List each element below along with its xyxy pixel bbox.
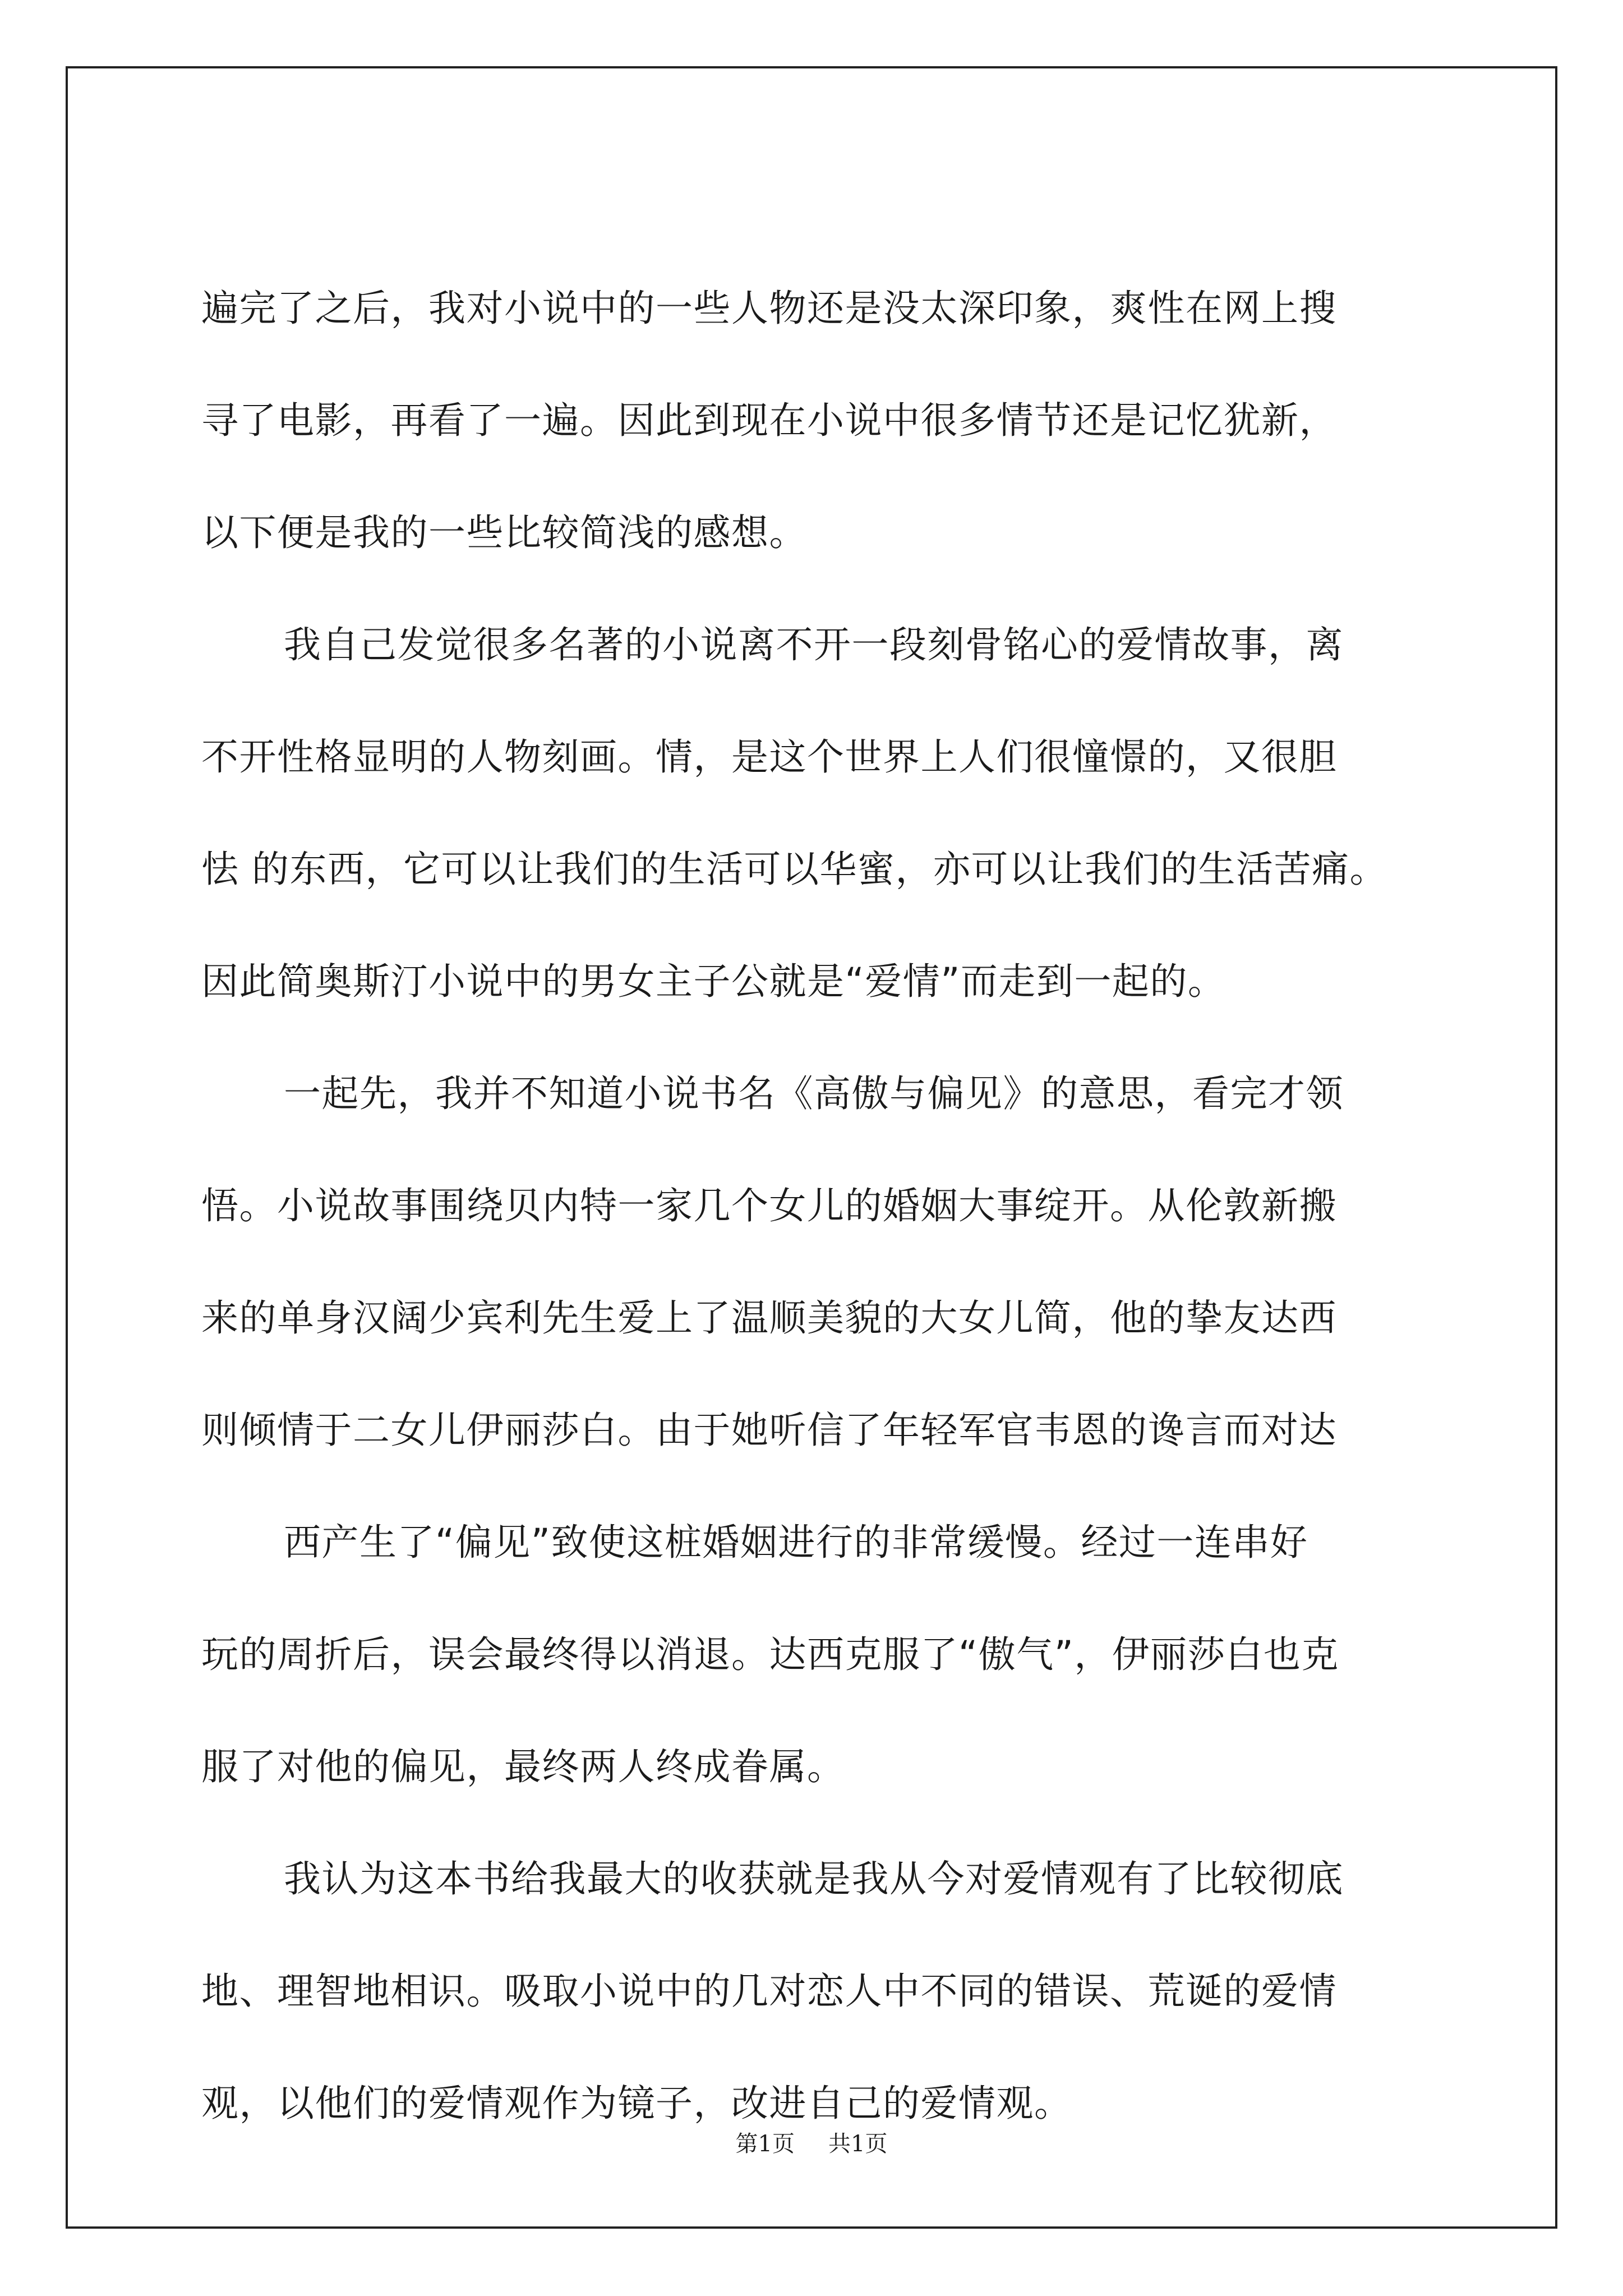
text-line: 不开性格显明的人物刻画。情，是这个世界上人们很憧憬的，又很胆 (201, 735, 1337, 779)
paragraph-first-line: 我自己发觉很多名著的小说离不开一段刻骨铭心的爱情故事，离 (284, 623, 1344, 666)
page-number: 第1页 (735, 2131, 795, 2157)
page-frame (66, 66, 1557, 2229)
text-line: 玩的周折后，误会最终得以消退。达西克服了“傲气”，伊丽莎白也克 (201, 1633, 1339, 1676)
text-line: 以下便是我的一些比较简浅的感想。 (201, 511, 807, 554)
paragraph-first-line: 一起先，我并不知道小说书名《高傲与偏见》的意思，看完才领 (284, 1072, 1344, 1115)
text-line: 悟。小说故事围绕贝内特一家几个女儿的婚姻大事绽开。从伦敦新搬 (201, 1184, 1337, 1227)
text-line: 则倾情于二女儿伊丽莎白。由于她听信了年轻军官韦恩的谗言而对达 (201, 1409, 1337, 1452)
text-line: 因此简奥斯汀小说中的男女主子公就是“爱情”而走到一起的。 (201, 960, 1226, 1003)
text-line: 地、理智地相识。吸取小说中的几对恋人中不同的错误、荒诞的爱情 (201, 1970, 1337, 2013)
text-line: 寻了电影，再看了一遍。因此到现在小说中很多情节还是记忆犹新， (201, 399, 1337, 442)
page-total: 共1页 (828, 2131, 888, 2157)
paragraph-first-line: 西产生了“偏见”致使这桩婚姻进行的非常缓慢。经过一连串好 (284, 1521, 1308, 1564)
text-line: 来的单身汉阔少宾利先生爱上了温顺美貌的大女儿简，他的挚友达西 (201, 1296, 1337, 1340)
text-line: 怯 的东西，它可以让我们的生活可以华蜜，亦可以让我们的生活苦痛。 (201, 848, 1387, 891)
text-line: 服了对他的偏见，最终两人终成眷属。 (201, 1745, 845, 1788)
document-body (68, 68, 1555, 2226)
text-line: 遍完了之后，我对小说中的一些人物还是没太深印象，爽性在网上搜 (201, 287, 1337, 330)
paragraph-first-line: 我认为这本书给我最大的收获就是我从今对爱情观有了比较彻底 (284, 1857, 1344, 1901)
text-line: 观，以他们的爱情观作为镜子，改进自己的爱情观。 (201, 2082, 1072, 2125)
page-footer (68, 2133, 1555, 2155)
